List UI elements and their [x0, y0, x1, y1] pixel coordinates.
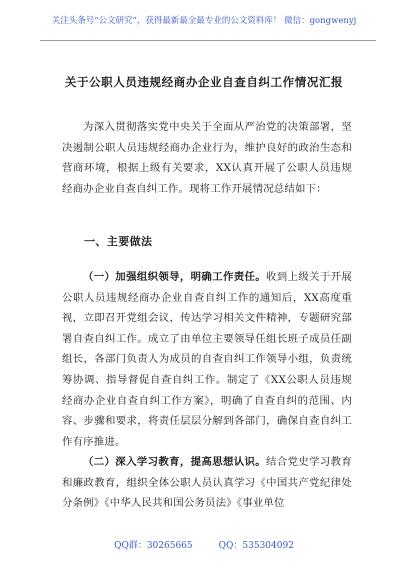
- item2-body: 结合党史学习教育和廉政教育，组织全体公职人员认真学习《中国共产党纪律处分条例》《中华人民共和国公务员法》《事业单位: [62, 456, 352, 510]
- footer-qq-group: QQ群：30265665: [114, 541, 193, 551]
- item2-lead: （二）深入学习教育，提高思想认识。: [83, 456, 267, 468]
- section-heading-main-practices: 一、主要做法: [84, 235, 153, 248]
- header-promo-note: 关注头条号“公文研究”，获得最新最全最专业的公文资料库！ 微信：gongwenyj: [51, 16, 357, 26]
- footer-qq-number: QQ：535304092: [218, 541, 294, 551]
- footer-contact: [0, 538, 408, 551]
- header-divider: [40, 40, 376, 41]
- paragraph-organization-leadership: [62, 267, 352, 452]
- item1-lead: （一）加强组织领导，明确工作责任。: [83, 271, 267, 283]
- document-title: 关于公职人员违规经商办企业自查自纠工作情况汇报: [64, 75, 344, 89]
- intro-paragraph: 为深入贯彻落实党中央关于全面从严治党的决策部署，坚决遏制公职人员违规经商办企业行为，维护良好的政治生态和营商环境，根据上级有关要求，XX认真开展了公职人员违规经商办企业自查自纠工作。现将工作开展情况总结如下：: [62, 121, 352, 195]
- paragraph-study-education: [62, 452, 352, 514]
- item1-body: 收到上级关于开展公职人员违规经商办企业自查自纠工作的通知后，XX高度重视，立即召开党组会议，传达学习相关文件精神，专题研究部署自查自纠工作。成立了由单位主要领导任组长班子成员任副组长，各部门负责人为成员的自查自纠工作领导小组，负责统筹协调、指导督促自查自纠工作。制定了《XX公职人员违规经商办企业自查自纠工作方案》，明确了自查自纠的范围、内容、步骤和要求，将责任层层分解到各部门，确保自查自纠工作有序推进。: [62, 271, 352, 448]
